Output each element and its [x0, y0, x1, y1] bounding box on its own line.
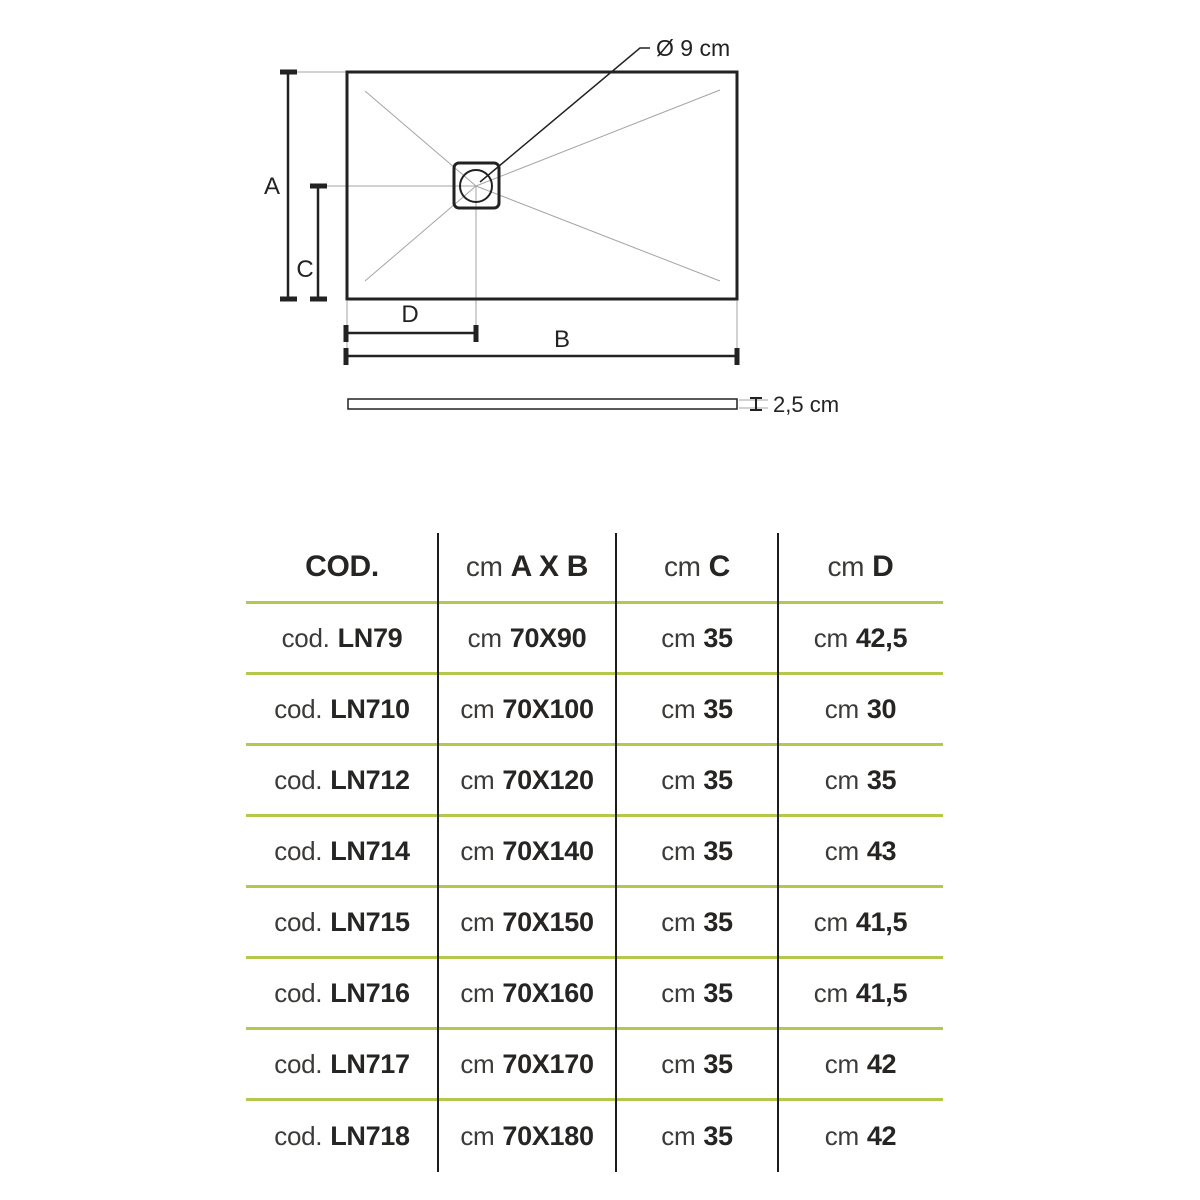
- thickness-extension-lines: [739, 400, 768, 408]
- cell-axb: cm 70X180: [460, 1121, 594, 1151]
- cell-code: cod. LN79: [281, 622, 403, 653]
- thickness-label: 2,5 cm: [773, 392, 840, 417]
- cell-c: cm 35: [661, 906, 733, 937]
- cell-d: cm 42: [824, 1121, 897, 1151]
- cell-c: cm 35: [661, 835, 733, 866]
- header-d: cm D: [827, 550, 894, 583]
- table-row: [246, 1101, 943, 1172]
- table-header-row: [246, 533, 943, 604]
- drain-diameter-label: Ø 9 cm: [656, 35, 731, 61]
- cell-axb: cm 70X170: [460, 1048, 594, 1079]
- cell-code: cod. LN716: [274, 977, 410, 1008]
- header-axb: cm A X B: [465, 550, 589, 583]
- cell-code: cod. LN712: [274, 764, 410, 795]
- table-row: [246, 746, 943, 817]
- dimension-b: [346, 348, 737, 365]
- construction-lines: [289, 72, 737, 362]
- dim-label-c: C: [296, 256, 314, 283]
- header-cod: COD.: [305, 550, 379, 583]
- cell-code: cod. LN718: [274, 1121, 410, 1151]
- cell-d: cm 43: [824, 835, 897, 866]
- table-row: [246, 675, 943, 746]
- dimension-a: [280, 72, 297, 299]
- column-separator: [615, 533, 617, 1172]
- cell-c: cm 35: [661, 1048, 733, 1079]
- cell-code: cod. LN710: [274, 693, 410, 724]
- cell-d: cm 41,5: [813, 906, 908, 937]
- column-separator: [437, 533, 439, 1172]
- table-row: [246, 604, 943, 675]
- header-c: cm C: [663, 550, 731, 583]
- table-row: [246, 817, 943, 888]
- cell-d: cm 41,5: [813, 977, 908, 1008]
- cell-axb: cm 70X150: [460, 906, 594, 937]
- dim-label-a: A: [263, 173, 281, 200]
- spec-table: [246, 533, 943, 1172]
- cell-axb: cm 70X100: [460, 693, 594, 724]
- table-row: [246, 888, 943, 959]
- dim-label-d: D: [401, 301, 419, 328]
- thickness-dimension-tick: [750, 397, 762, 411]
- cell-code: cod. LN715: [274, 906, 410, 937]
- table-row: [246, 959, 943, 1030]
- cell-c: cm 35: [661, 622, 733, 653]
- table-row: [246, 1030, 943, 1101]
- cell-axb: cm 70X140: [460, 835, 594, 866]
- cell-c: cm 35: [661, 764, 733, 795]
- cell-code: cod. LN714: [274, 835, 410, 866]
- cell-c: cm 35: [661, 1121, 733, 1151]
- cell-axb: cm 70X120: [460, 764, 594, 795]
- cell-d: cm 42: [824, 1048, 897, 1079]
- cell-axb: cm 70X90: [467, 622, 587, 653]
- cell-c: cm 35: [661, 977, 733, 1008]
- cell-d: cm 30: [824, 693, 897, 724]
- cell-d: cm 42,5: [813, 622, 908, 653]
- cell-code: cod. LN717: [274, 1048, 410, 1079]
- cell-c: cm 35: [661, 693, 733, 724]
- drain-leader-line: [480, 48, 650, 182]
- cell-d: cm 35: [824, 764, 897, 795]
- dim-label-b: B: [553, 326, 571, 353]
- column-separator: [777, 533, 779, 1172]
- cell-axb: cm 70X160: [460, 977, 594, 1008]
- shower-tray-technical-drawing: [0, 0, 1200, 470]
- tray-side-view: [348, 399, 737, 409]
